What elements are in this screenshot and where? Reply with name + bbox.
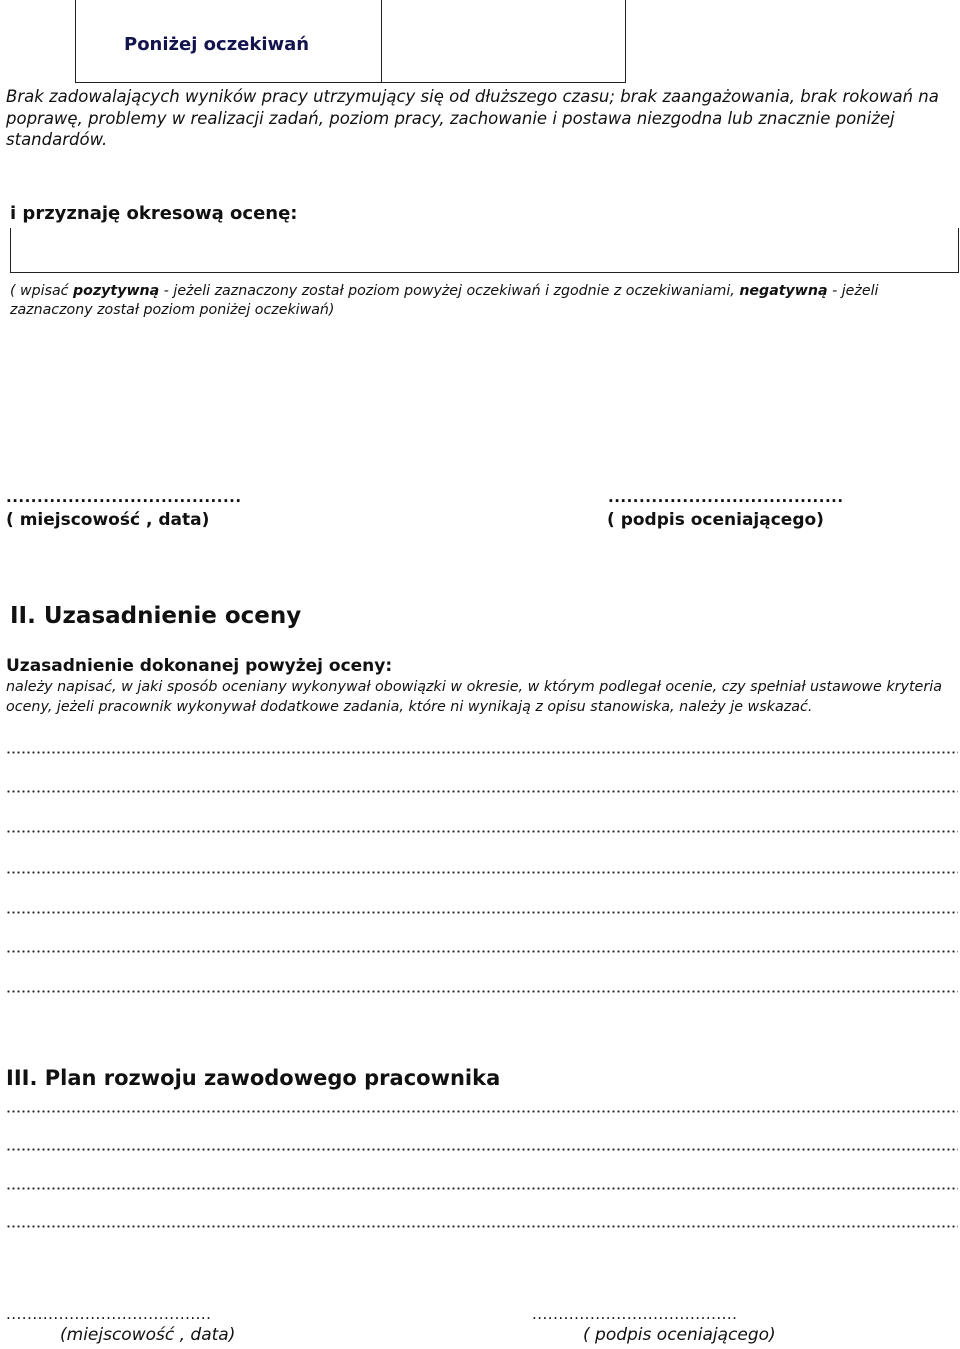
justification-line[interactable] (6, 911, 958, 914)
assessment-note-mid: - jeżeli zaznaczony został poziom powyżej oczekiwań i zgodnie z oczekiwaniami, (159, 283, 740, 299)
development-plan-line[interactable] (6, 1148, 958, 1151)
assessment-label: i przyznaję okresową ocenę: (10, 203, 298, 224)
section-2-description: należy napisać, w jaki sposób oceniany wykonywał obowiązki w okresie, w którym podlegał ocenie, czy spełniał ustawowe kryteria oceny, jeżeli pracownik wykonywał dodatkowe zadania, które ni wynikają z opisu stanowiska, należy je wskazać. (6, 679, 942, 715)
evaluator-signature-dots-2[interactable]: ....................................... (532, 1305, 738, 1323)
justification-line[interactable] (6, 830, 958, 833)
level-description: Brak zadowalających wyników pracy utrzymujący się od dłuższego czasu; brak zaangażowania, brak rokowań na poprawę, problemy w realizacji zadań, poziom pracy, zachowanie i postawa niezgodna lub znacznie poniżej standardów. (6, 87, 939, 149)
assessment-input-box[interactable] (10, 228, 959, 273)
assessment-note-negative: negatywną (739, 283, 828, 299)
evaluator-signature-label-2: ( podpis oceniającego) (583, 1325, 776, 1345)
development-plan-line[interactable] (6, 1225, 958, 1228)
development-plan-line[interactable] (6, 1187, 958, 1190)
section-2-title: II. Uzasadnienie oceny (10, 603, 302, 629)
level-box-checkbox[interactable] (380, 0, 626, 83)
section-2-subtitle: Uzasadnienie dokonanej powyżej oceny: (6, 656, 393, 676)
place-date-label: ( miejscowość , data) (6, 510, 210, 530)
evaluator-signature-dots[interactable]: ...................................... (608, 488, 844, 506)
place-date-label-2: (miejscowość , data) (60, 1325, 236, 1345)
section-3-title: III. Plan rozwoju zawodowego pracownika (6, 1066, 501, 1090)
place-date-dots-2[interactable]: ....................................... (6, 1305, 212, 1323)
justification-line[interactable] (6, 871, 958, 874)
assessment-note-end: - jeżeli zaznaczony został poziom poniżej oczekiwań) (10, 283, 879, 318)
justification-line[interactable] (6, 751, 958, 754)
development-plan-line[interactable] (6, 1110, 958, 1113)
justification-line[interactable] (6, 990, 958, 993)
evaluator-signature-label: ( podpis oceniającego) (607, 510, 824, 530)
assessment-note-positive: pozytywną (73, 283, 160, 299)
place-date-dots[interactable]: ...................................... (6, 488, 242, 506)
justification-line[interactable] (6, 950, 958, 953)
assessment-note (10, 282, 950, 320)
justification-line[interactable] (6, 790, 958, 793)
level-title: Poniżej oczekiwań (124, 34, 310, 55)
assessment-note-open: ( wpisać (10, 283, 73, 299)
